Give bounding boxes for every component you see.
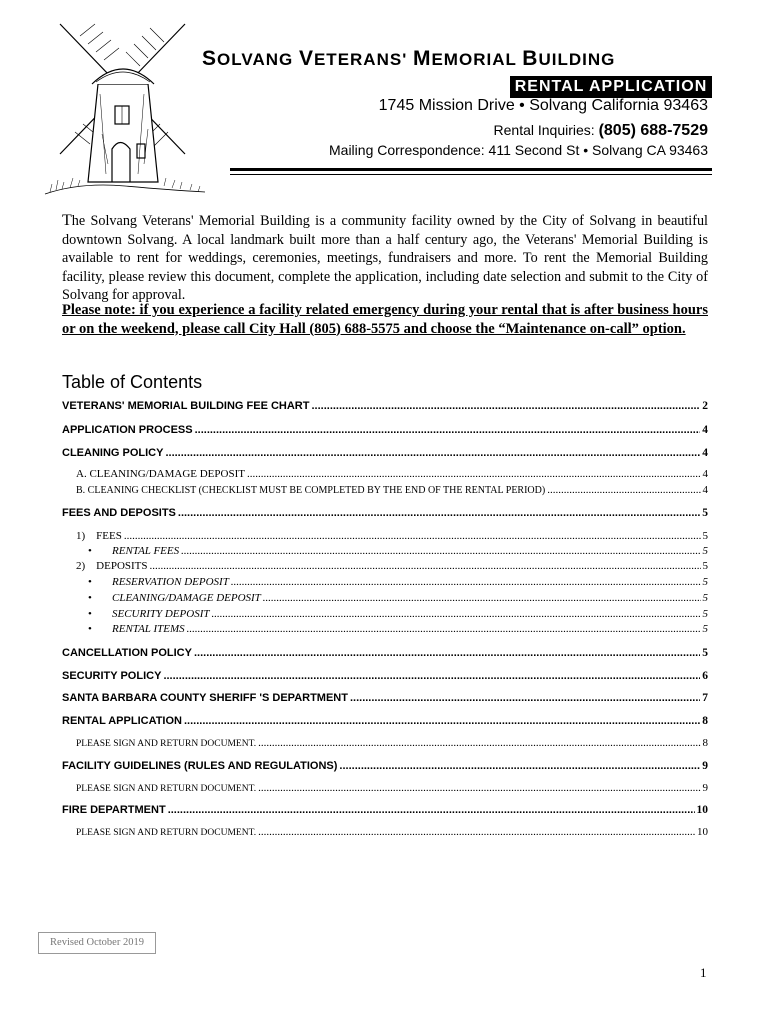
toc-entry-rental-fees[interactable]: • RENTAL FEES ..... 5 (88, 545, 708, 557)
header-rule-thick (230, 168, 712, 171)
address-line: 1745 Mission Drive • Solvang California 93463 (378, 97, 708, 114)
toc-entry-rental-application[interactable]: RENTAL APPLICATION ..... 8 (62, 715, 708, 727)
toc-entry-sign-return-10[interactable]: PLEASE SIGN AND RETURN DOCUMENT. ..... 10 (76, 826, 708, 838)
bullet-icon: • (88, 592, 92, 604)
toc-entry-fee-chart[interactable]: VETERANS' MEMORIAL BUILDING FEE CHART ..... 2 (62, 400, 708, 412)
rental-application-banner: RENTAL APPLICATION (510, 76, 712, 98)
bullet-icon: • (88, 576, 92, 588)
toc-entry-cleaning-policy[interactable]: CLEANING POLICY ..... 4 (62, 447, 708, 459)
toc-entry-reservation-deposit[interactable]: • RESERVATION DEPOSIT ..... 5 (88, 576, 708, 588)
toc-entry-rental-items[interactable]: • RENTAL ITEMS ..... 5 (88, 623, 708, 635)
inquiries-phone: (805) 688-7529 (598, 122, 708, 139)
toc-entry-cleaning-checklist[interactable]: B. CLEANING CHECKLIST (CHECKLIST MUST BE COMPLETED BY THE END OF THE RENTAL PERIOD) ..... 4 (76, 484, 708, 496)
toc-entry-sign-return-8[interactable]: PLEASE SIGN AND RETURN DOCUMENT. ..... 8 (76, 737, 708, 749)
toc-heading: Table of Contents (62, 372, 203, 392)
document-title: SOLVANG VETERANS' MEMORIAL BUILDING (202, 47, 616, 70)
mailing-address: Mailing Correspondence: 411 Second St • Solvang CA 93463 (329, 142, 708, 158)
toc-entry-fees[interactable]: 1) FEES ..... 5 (76, 530, 708, 542)
table-of-contents (62, 400, 708, 850)
toc-entry-sign-return-9[interactable]: PLEASE SIGN AND RETURN DOCUMENT. ..... 9 (76, 782, 708, 794)
toc-entry-sheriff[interactable]: SANTA BARBARA COUNTY SHERIFF 'S DEPARTMENT ..... 7 (62, 692, 708, 704)
toc-entry-security-deposit[interactable]: • SECURITY DEPOSIT ..... 5 (88, 608, 708, 620)
rental-inquiries (494, 122, 708, 140)
header-rule-thin (230, 174, 712, 175)
revision-stamp: Revised October 2019 (38, 932, 156, 954)
bullet-icon: • (88, 608, 92, 620)
page-number: 1 (700, 965, 707, 980)
toc-entry-security-policy[interactable]: SECURITY POLICY ..... 6 (62, 670, 708, 682)
bullet-icon: • (88, 623, 92, 635)
bullet-icon: • (88, 545, 92, 557)
toc-entry-facility-guidelines[interactable]: FACILITY GUIDELINES (RULES AND REGULATIONS) ..... 9 (62, 760, 708, 772)
toc-entry-cancellation-policy[interactable]: CANCELLATION POLICY ..... 5 (62, 647, 708, 659)
emergency-note: Please note: if you experience a facility related emergency during your rental that is after business hours or on the weekend, please call City Hall (805) 688-5575 and choose the “Maintenance on-call” option. (62, 302, 708, 337)
toc-entry-fire-department[interactable]: FIRE DEPARTMENT ..... 10 (62, 804, 708, 816)
toc-entry-cleaning-damage-deposit-2[interactable]: • CLEANING/DAMAGE DEPOSIT ..... 5 (88, 592, 708, 604)
windmill-logo (40, 14, 210, 204)
toc-entry-cleaning-damage-deposit[interactable]: A. CLEANING/DAMAGE DEPOSIT ..... 4 (76, 468, 708, 480)
intro-paragraph: The Solvang Veterans' Memorial Building is a community facility owned by the City of Solvang in beautiful downtown Solvang. A local landmark built more than a half century ago, the Veterans' Memorial Building is available to rent for weddings, ceremonies, meetings, fundraisers and more. To rent the Memorial Building facility, please review this document, complete the application, including date selection and submit to the City of Solvang for approval. (62, 212, 708, 303)
toc-entry-deposits[interactable]: 2) DEPOSITS ..... 5 (76, 560, 708, 572)
toc-entry-fees-and-deposits[interactable]: FEES AND DEPOSITS ..... 5 (62, 507, 708, 519)
toc-entry-application-process[interactable]: APPLICATION PROCESS ..... 4 (62, 424, 708, 436)
inquiries-label: Rental Inquiries: (493, 122, 595, 138)
